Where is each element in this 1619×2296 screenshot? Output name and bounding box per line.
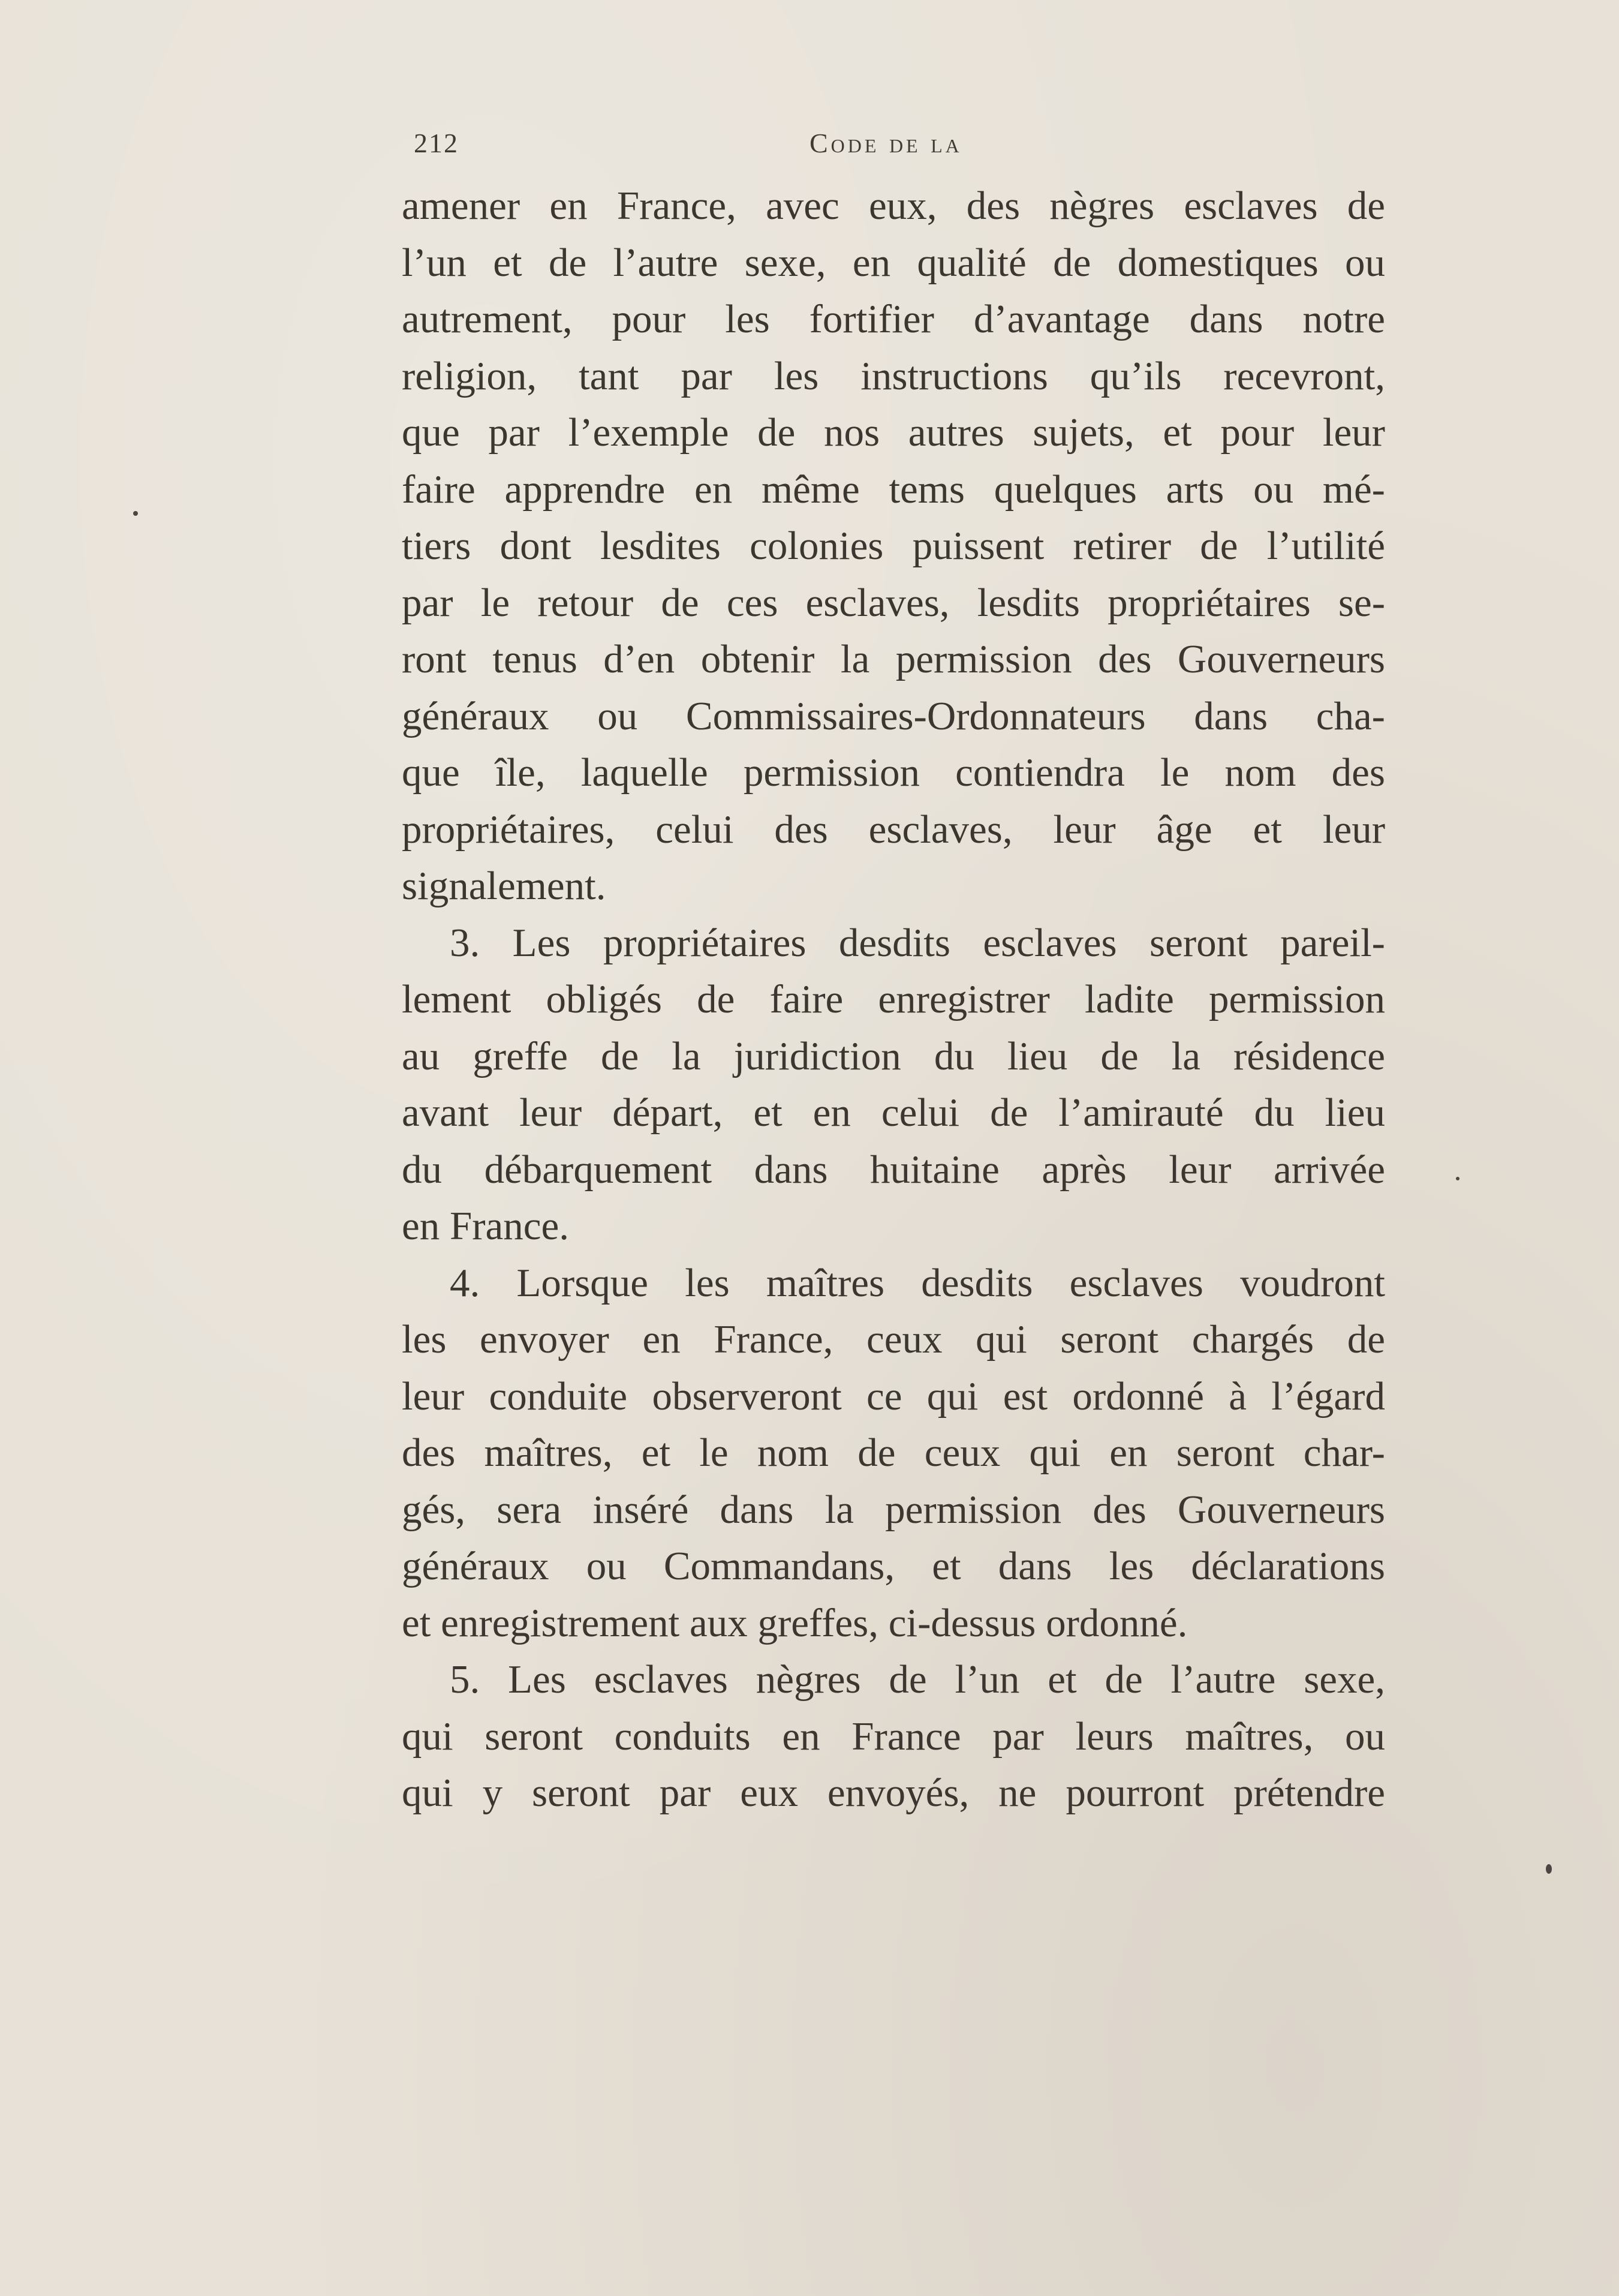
text-line: du débarquement dans huitaine après leur arrivée <box>402 1147 1385 1192</box>
text-line: des maîtres, et le nom de ceux qui en seront char- <box>402 1431 1385 1475</box>
text-line: 3. Les propriétaires desdits esclaves seront pareil- <box>450 920 1385 965</box>
text-line: généraux ou Commissaires-Ordonnateurs dans cha- <box>402 693 1385 738</box>
text-line: leur conduite observeront ce qui est ordonné à l’égard <box>402 1374 1385 1419</box>
text-line: propriétaires, celui des esclaves, leur âge et leur <box>402 807 1385 852</box>
text-line: 4. Lorsque les maîtres desdits esclaves voudront <box>450 1260 1385 1305</box>
text-line: avant leur départ, et en celui de l’amirauté du lieu <box>402 1090 1385 1135</box>
page-number: 212 <box>414 128 459 158</box>
text-line: que île, laquelle permission contiendra le nom des <box>402 750 1385 795</box>
text-line: faire apprendre en même tems quelques arts ou mé- <box>402 467 1385 512</box>
running-title: Code de la <box>810 128 962 158</box>
text-line: par le retour de ces esclaves, lesdits propriétaires se- <box>402 580 1385 625</box>
text-line: tiers dont lesdites colonies puissent retirer de l’utilité <box>402 524 1385 568</box>
text-line: et enregistrement aux greffes, ci-dessus ordonné. <box>402 1600 1188 1645</box>
text-line: ront tenus d’en obtenir la permission des Gouverneurs <box>402 637 1385 681</box>
text-line: gés, sera inséré dans la permission des Gouverneurs <box>402 1487 1385 1532</box>
paper-speck <box>133 511 138 516</box>
text-line: que par l’exemple de nos autres sujets, et pour leur <box>402 410 1385 455</box>
text-line: qui y seront par eux envoyés, ne pourront prétendre <box>402 1771 1385 1815</box>
text-line: religion, tant par les instructions qu’ils recevront, <box>402 353 1385 398</box>
text-line: 5. Les esclaves nègres de l’un et de l’autre sexe, <box>450 1657 1385 1702</box>
text-line: généraux ou Commandans, et dans les déclarations <box>402 1544 1385 1588</box>
text-line: l’un et de l’autre sexe, en qualité de domestiques ou <box>402 240 1385 285</box>
text-line: amener en France, avec eux, des nègres esclaves de <box>402 184 1385 228</box>
text-line: autrement, pour les fortifier d’avantage dans notre <box>402 297 1385 341</box>
text-line: les envoyer en France, ceux qui seront chargés de <box>402 1317 1385 1362</box>
text-line: au greffe de la juridiction du lieu de la résidence <box>402 1033 1385 1078</box>
running-header <box>414 127 1379 169</box>
paper-speck <box>1456 1177 1459 1180</box>
text-line: signalement. <box>402 864 606 908</box>
text-line: lement obligés de faire enregistrer ladite permission <box>402 977 1385 1021</box>
text-line: qui seront conduits en France par leurs maîtres, ou <box>402 1714 1385 1759</box>
text-line: en France. <box>402 1204 570 1248</box>
paper-speck <box>1546 1864 1552 1874</box>
body-text <box>402 178 1385 1822</box>
